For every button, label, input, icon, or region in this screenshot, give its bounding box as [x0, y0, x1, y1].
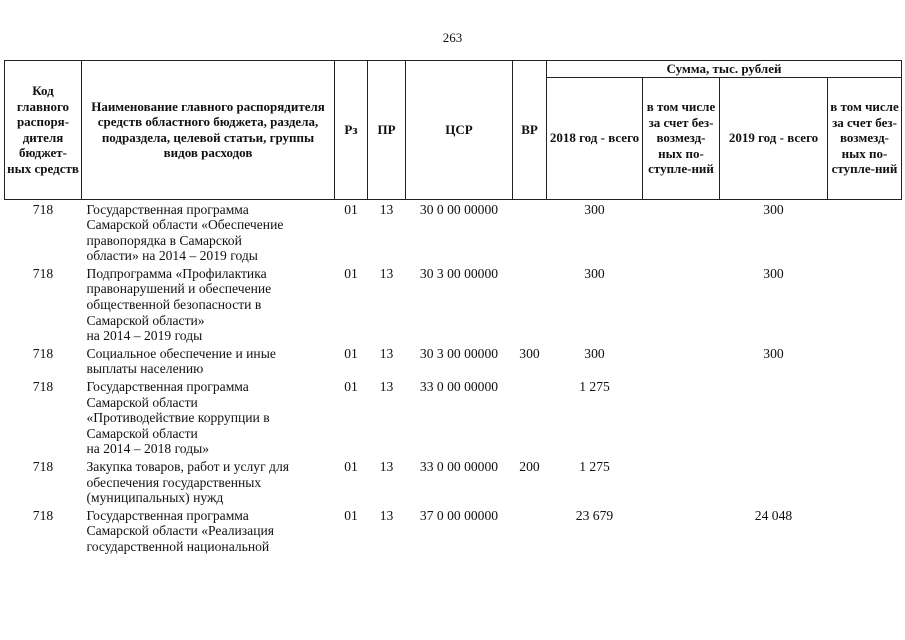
- header-vr: ВР: [513, 61, 547, 200]
- cell-rz: 01: [344, 201, 358, 217]
- cell-2018-total: 300: [584, 265, 605, 281]
- cell-2018-free: [643, 377, 720, 457]
- header-sum: Сумма, тыс. рублей: [547, 61, 902, 78]
- page-number: 263: [442, 30, 463, 45]
- cell-name: Государственная программа Самарской области «Противодействие коррупции в Самарской области на 2014 – 2018 годы»: [86, 379, 270, 457]
- header-name: Наименование главного распорядителя средств областного бюджета, раздела, подраздела, целевой статьи, группы видов расходов: [82, 61, 335, 200]
- cell-pr: 13: [379, 507, 394, 523]
- cell-rz: 01: [344, 507, 358, 523]
- cell-pr: 13: [379, 379, 394, 395]
- cell-pr: 13: [379, 345, 394, 361]
- cell-2018-free: [643, 344, 720, 377]
- cell-vr: [513, 264, 547, 344]
- cell-code: 718: [32, 345, 54, 361]
- table-row: [5, 457, 902, 506]
- cell-csr: 37 0 00 00000: [419, 507, 499, 523]
- cell-name: Подпрограмма «Профилактика правонарушений и обеспечение общественной безопасности в Самарской области» на 2014 – 2019 годы: [86, 265, 272, 344]
- table-row: [5, 506, 902, 555]
- cell-2018-free: [643, 457, 720, 506]
- table-header: [5, 61, 902, 200]
- cell-vr: 300: [519, 345, 540, 361]
- cell-pr: 13: [379, 265, 394, 281]
- cell-csr: 33 0 00 00000: [419, 379, 499, 395]
- cell-2019-total: 24 048: [754, 507, 793, 523]
- table-row: [5, 344, 902, 377]
- header-2018-total: 2018 год - всего: [547, 77, 643, 199]
- header-2019-free: в том числе за счет без-возмезд-ных по-ступле-ний: [828, 77, 902, 199]
- header-2019-total: 2019 год - всего: [720, 77, 828, 199]
- header-pr: ПР: [368, 61, 406, 200]
- cell-vr: [513, 377, 547, 457]
- cell-csr: 30 0 00 00000: [419, 201, 499, 217]
- cell-2019-free: [828, 199, 902, 264]
- cell-name: Государственная программа Самарской области «Реализация государственной национальной: [86, 507, 274, 554]
- cell-2019-free: [828, 506, 902, 555]
- cell-name: Государственная программа Самарской области «Обеспечение правопорядка в Самарской области» на 2014 – 2019 годы: [86, 201, 284, 264]
- cell-2018-free: [643, 506, 720, 555]
- cell-2019-free: [828, 264, 902, 344]
- cell-2019-free: [828, 377, 902, 457]
- cell-2019-free: [828, 457, 902, 506]
- table-body: [5, 199, 902, 555]
- cell-2019-free: [828, 344, 902, 377]
- cell-pr: 13: [379, 201, 394, 217]
- table-row: [5, 264, 902, 344]
- budget-table: [4, 60, 902, 555]
- cell-pr: 13: [379, 459, 394, 474]
- cell-2018-total: 23 679: [575, 507, 614, 523]
- cell-2019-total: [720, 457, 828, 506]
- cell-2019-total: [720, 377, 828, 457]
- cell-code: 718: [32, 379, 54, 395]
- cell-2018-free: [643, 199, 720, 264]
- header-csr: ЦСР: [406, 61, 513, 200]
- header-code: Код главного распоря-дителя бюджет-ных средств: [5, 61, 82, 200]
- header-rz: Рз: [335, 61, 368, 200]
- cell-rz: 01: [344, 345, 358, 361]
- cell-2018-total: 1 275: [579, 379, 610, 395]
- table-row: [5, 199, 902, 264]
- cell-2018-total: 300: [584, 345, 605, 361]
- cell-2019-total: 300: [763, 201, 784, 217]
- cell-2018-free: [643, 264, 720, 344]
- cell-vr: 200: [519, 459, 540, 474]
- cell-code: 718: [32, 507, 54, 523]
- cell-2019-total: 300: [763, 345, 784, 361]
- cell-2018-total: 1 275: [579, 459, 610, 474]
- cell-code: 718: [32, 459, 54, 474]
- cell-rz: 01: [344, 379, 358, 395]
- cell-2018-total: 300: [584, 201, 605, 217]
- cell-rz: 01: [344, 265, 358, 281]
- cell-name: Закупка товаров, работ и услуг для обеспечения государственных (муниципальных) нужд: [86, 459, 290, 506]
- table-row: [5, 377, 902, 457]
- cell-csr: 30 3 00 00000: [419, 345, 499, 361]
- cell-vr: [513, 506, 547, 555]
- header-2018-free: в том числе за счет без-возмезд-ных по-ступле-ний: [643, 77, 720, 199]
- cell-vr: [513, 199, 547, 264]
- cell-code: 718: [32, 201, 54, 217]
- cell-csr: 33 0 00 00000: [419, 459, 499, 474]
- cell-rz: 01: [344, 459, 358, 474]
- cell-2019-total: 300: [763, 265, 784, 281]
- cell-csr: 30 3 00 00000: [419, 265, 499, 281]
- cell-code: 718: [32, 265, 54, 281]
- cell-name: Социальное обеспечение и иные выплаты населению: [86, 345, 276, 377]
